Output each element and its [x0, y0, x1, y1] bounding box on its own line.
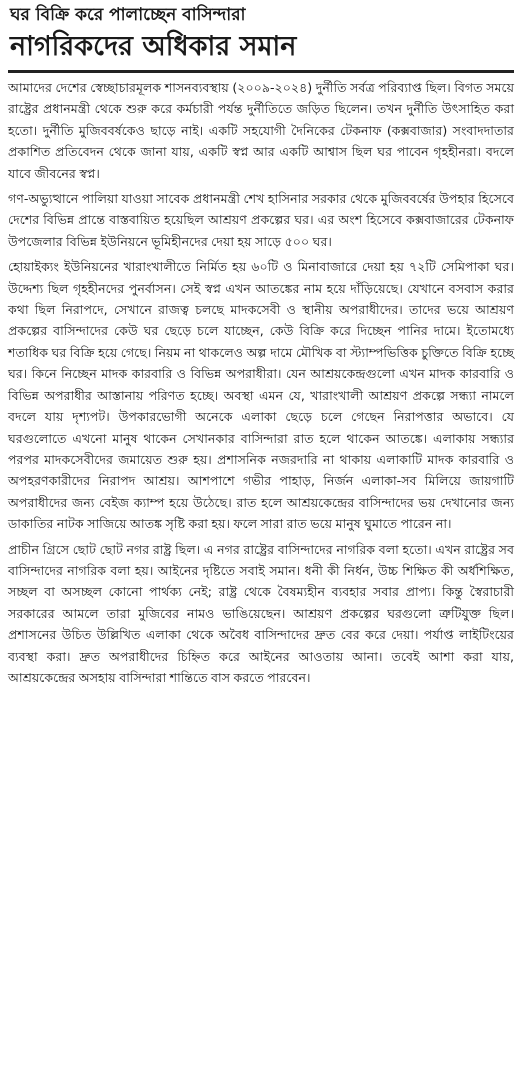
article-paragraph: গণ-অভ্যুত্থানে পালিয়া যাওয়া সাবেক প্রধানমন্ত্রী শেখ হাসিনার সরকার থেকে মুজিববর্ষের উপহার হিসেবে দেশের বিভিন্ন প্রান্তে বাস্তবায়িত হয়েছিল আশ্রয়ণ প্রকল্পের ঘর। এর অংশ হিসেবে কক্সবাজারের টেকনাফ উপজেলার বিভিন্ন ইউনিয়নে ভূমিহীনদের দেয়া হয় সাড়ে ৫০০ ঘর। — [8, 191, 514, 249]
editorial-article — [8, 4, 514, 692]
article-body — [8, 77, 514, 688]
article-paragraph: আমাদের দেশের স্বেচ্ছাচারমূলক শাসনব্যবস্থায় (২০০৯-২০২৪) দুর্নীতি সর্বত্র পরিব্যাপ্ত ছিল। বিগত সময়ে রাষ্ট্রের প্রধানমন্ত্রী থেকে শুরু করে কর্মচারী পর্যন্ত দুর্নীতিতে জড়িত ছিলেন। তখন দুর্নীতি উৎসাহিত করা হতো। দুর্নীতি মুজিববর্ষকেও ছাড়ে নাই। একটি সহযোগী দৈনিকের টেকনাফ (কক্সবাজার) সংবাদদাতার প্রকাশিত প্রতিবেদন থেকে জানা যায়, একটি স্বপ্ন আর একটি আশ্বাস ছিল ঘর পাবেন গৃহহীনরা। বদলে যাবে জীবনের স্বপ্ন। — [8, 80, 514, 181]
article-kicker: ঘর বিক্রি করে পালাচ্ছেন বাসিন্দারা — [10, 5, 246, 25]
article-headline: নাগরিকদের অধিকার সমান — [10, 31, 297, 62]
headline-divider — [8, 70, 514, 73]
article-paragraph: হোয়াইক্যং ইউনিয়নের খারাংখালীতে নির্মিত হয় ৬০টি ও মিনাবাজারে দেয়া হয় ৭২টি সেমিপাকা ঘর। উদ্দেশ্য ছিল গৃহহীনদের পুনর্বাসন। সেই স্বপ্ন এখন আতঙ্কের নাম হয়ে দাঁড়িয়েছে। যেখানে বসবাস করার কথা ছিল নিরাপদে, সেখানে রাজত্ব চলছে মাদকসেবী ও স্থানীয় অপরাধীদের। তাদের ভয়ে আশ্রয়ণ প্রকল্পের বাসিন্দাদের কেউ ঘর ছেড়ে চলে যাচ্ছেন, কেউ বিক্রি করে দিচ্ছেন পানির দামে। ইতোমধ্যে শতাধিক ঘর বিক্রি হয়ে গেছে। নিয়ম না থাকলেও অল্প দামে মৌখিক বা স্ট্যাম্পভিত্তিক চুক্তিতে বিক্রি হচ্ছে ঘর। কিনে নিচ্ছেন মাদক কারবারি ও বিভিন্ন অপরাধীরা। যেন আশ্রয়কেন্দ্রগুলো এখন মাদক কারবারি ও বিভিন্ন অপরাধীর আস্তানায় পরিণত হচ্ছে। অবস্থা এমন যে, খারাংখালী আশ্রয়ণ প্রকল্পে সন্ধ্যা নামলে বদলে যায় দৃশ্যপট। উপকারভোগী অনেকে এলাকা ছেড়ে চলে গেছেন নিরাপত্তার অভাবে। যে ঘরগুলোতে এখনো মানুষ থাকেন সেখানকার বাসিন্দারা রাত হলে থাকেন আতঙ্কে। এলাকায় সন্ধ্যার পরপর মাদকসেবীদের জমায়েত শুরু হয়। প্রশাসনিক নজরদারি না থাকায় এলাকাটি মাদক কারবারি ও অপহরণকারীদের নিরাপদ আশ্রয়। আশপাশে গভীর পাহাড়, নির্জন এলাকা-সব মিলিয়ে জায়গাটি অপরাধীদের জন্য বেইজ ক্যাম্প হয়ে উঠেছে। রাত হলে আশ্রয়কেন্দ্রের বাসিন্দাদের ভয় দেখানোর জন্য ডাকাতির নাটক সাজিয়ে আতঙ্ক সৃষ্টি করা হয়। ফলে সারা রাত ভয়ে মানুষ ঘুমাতে পারেন না। — [8, 259, 514, 532]
article-paragraph: প্রাচীন গ্রিসে ছোট ছোট নগর রাষ্ট্র ছিল। এ নগর রাষ্ট্রের বাসিন্দাদের নাগরিক বলা হতো। এখন রাষ্ট্রের সব বাসিন্দাদের নাগরিক বলা হয়। আইনের দৃষ্টিতে সবাই সমান। ধনী কী নির্ধন, উচ্চ শিক্ষিত কী অর্ধশিক্ষিত, সচ্ছল বা অসচ্ছল কোনো পার্থক্য নেই; রাষ্ট্র থেকে বৈষম্যহীন ব্যবহার সবার প্রাপ্য। কিন্তু স্বৈরাচারী সরকারের আমলে তারা মুজিবের নামও ভাঙিয়েছেন। আশ্রয়ণ প্রকল্পের ঘরগুলো ত্রুটিযুক্ত ছিল। প্রশাসনের উচিত উল্লিখিত এলাকা থেকে অবৈধ বাসিন্দাদের দ্রুত বের করে দেয়া। পর্যাপ্ত লাইটিংয়ের ব্যবস্থা করা। দ্রুত অপরাধীদের চিহ্নিত করে আইনের আওতায় আনা। তবেই আশা করা যায়, আশ্রয়কেন্দ্রের অসহায় বাসিন্দারা শান্তিতে বাস করতে পারবেন। — [8, 541, 514, 685]
